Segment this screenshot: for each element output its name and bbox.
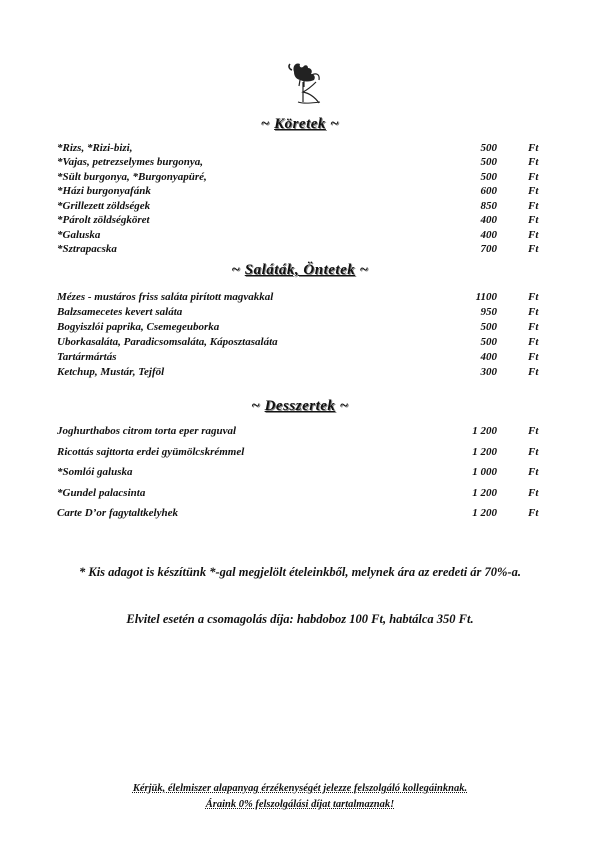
rooster-logo-icon	[286, 58, 326, 104]
menu-item: *Házi burgonyafánk 600 Ft	[57, 185, 539, 197]
menu-item: Carte D’or fagytaltkelyhek 1 200 Ft	[57, 507, 539, 519]
section-title-desszertek: ~ Desszertek ~	[251, 398, 349, 414]
menu-item: Ketchup, Mustár, Tejföl 300 Ft	[57, 366, 539, 378]
service-fee-footer-line: Áraink 0% felszolgálási díjat tartalmaznak!	[205, 799, 395, 810]
menu-item: *Párolt zöldségköret 400 Ft	[57, 214, 539, 226]
menu-item: *Rizs, *Rizi-bizi, 500 Ft	[57, 142, 539, 154]
menu-item: *Galuska 400 Ft	[57, 229, 539, 241]
allergy-footer-line: Kérjük, élelmiszer alapanyag érzékenységét jelezze felszolgáló kollegáinknak.	[132, 783, 468, 794]
menu-item: *Gundel palacsinta 1 200 Ft	[57, 487, 539, 499]
menu-item: *Sztrapacska 700 Ft	[57, 243, 539, 255]
section-title-koretek: ~ Köretek ~	[260, 116, 340, 132]
menu-item: Uborkasaláta, Paradicsomsaláta, Káposztasaláta 500 Ft	[57, 336, 539, 348]
small-portion-note: * Kis adagot is készítünk *-gal megjelölt ételeinkből, melynek ára az eredeti ár 70%-a.	[79, 565, 521, 579]
menu-item: Mézes - mustáros friss saláta pirított magvakkal 1100 Ft	[57, 291, 539, 303]
menu-item: *Sült burgonya, *Burgonyapüré, 500 Ft	[57, 171, 539, 183]
menu-item: Bogyiszlói paprika, Csemegeuborka 500 Ft	[57, 321, 539, 333]
menu-item: Joghurthabos citrom torta eper raguval 1 200 Ft	[57, 425, 539, 437]
section-title-salatak: ~ Saláták, Öntetek ~	[231, 262, 369, 278]
menu-item: Balzsamecetes kevert saláta 950 Ft	[57, 306, 539, 318]
menu-item: Tartármártás 400 Ft	[57, 351, 539, 363]
takeaway-note: Elvitel esetén a csomagolás díja: habdoboz 100 Ft, habtálca 350 Ft.	[126, 612, 474, 626]
menu-item: *Vajas, petrezselymes burgonya, 500 Ft	[57, 156, 539, 168]
menu-item: *Grillezett zöldségek 850 Ft	[57, 200, 539, 212]
menu-item: Ricottás sajttorta erdei gyümölcskrémmel 1 200 Ft	[57, 446, 539, 458]
menu-item: *Somlói galuska 1 000 Ft	[57, 466, 539, 478]
